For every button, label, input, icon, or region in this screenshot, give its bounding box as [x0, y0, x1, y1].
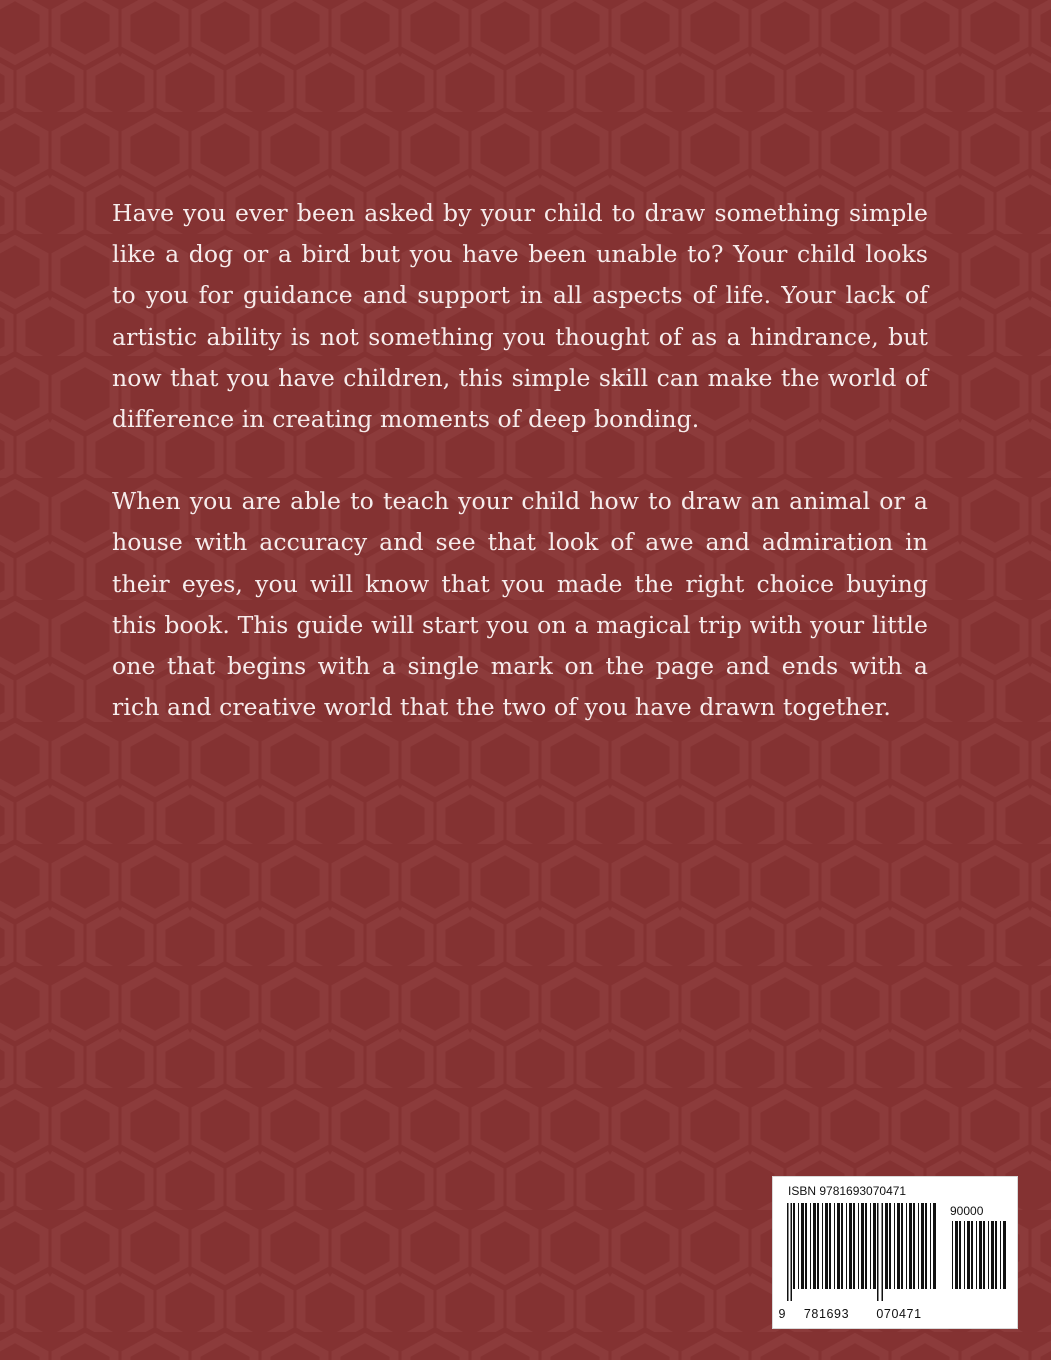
blurb-paragraph-1: Have you ever been asked by your child to draw something simple like a dog or a bird but you have been unable to? Your child looks to you for guidance and support in all aspects of life. Your lack of artistic ability is not something you thought of as a hindrance, but now that you have children, this simple skill can make the world of difference in creating moments of deep bonding. — [112, 199, 928, 434]
barcode-digits-right: 070471 — [876, 1307, 922, 1321]
barcode-digits-left: 781693 — [803, 1307, 850, 1321]
barcode-digit-first: 9 — [778, 1307, 786, 1321]
price-code: 90000 — [950, 1204, 984, 1218]
isbn-label: ISBN 9781693070471 — [788, 1184, 907, 1198]
isbn-barcode — [772, 1176, 1018, 1329]
back-cover-blurb — [112, 193, 928, 728]
addon-bars — [950, 1221, 1006, 1301]
ean13-bars — [785, 1203, 937, 1301]
blurb-paragraph-2: When you are able to teach your child how to draw an animal or a house with accuracy and see that look of awe and admiration in their eyes, you will know that you made the right choice buying this book. This guide will start you on a magical trip with your little one that begins with a single mark on the page and ends with a rich and creative world that the two of you have drawn together. — [112, 487, 928, 722]
barcode-digits — [773, 1307, 943, 1321]
